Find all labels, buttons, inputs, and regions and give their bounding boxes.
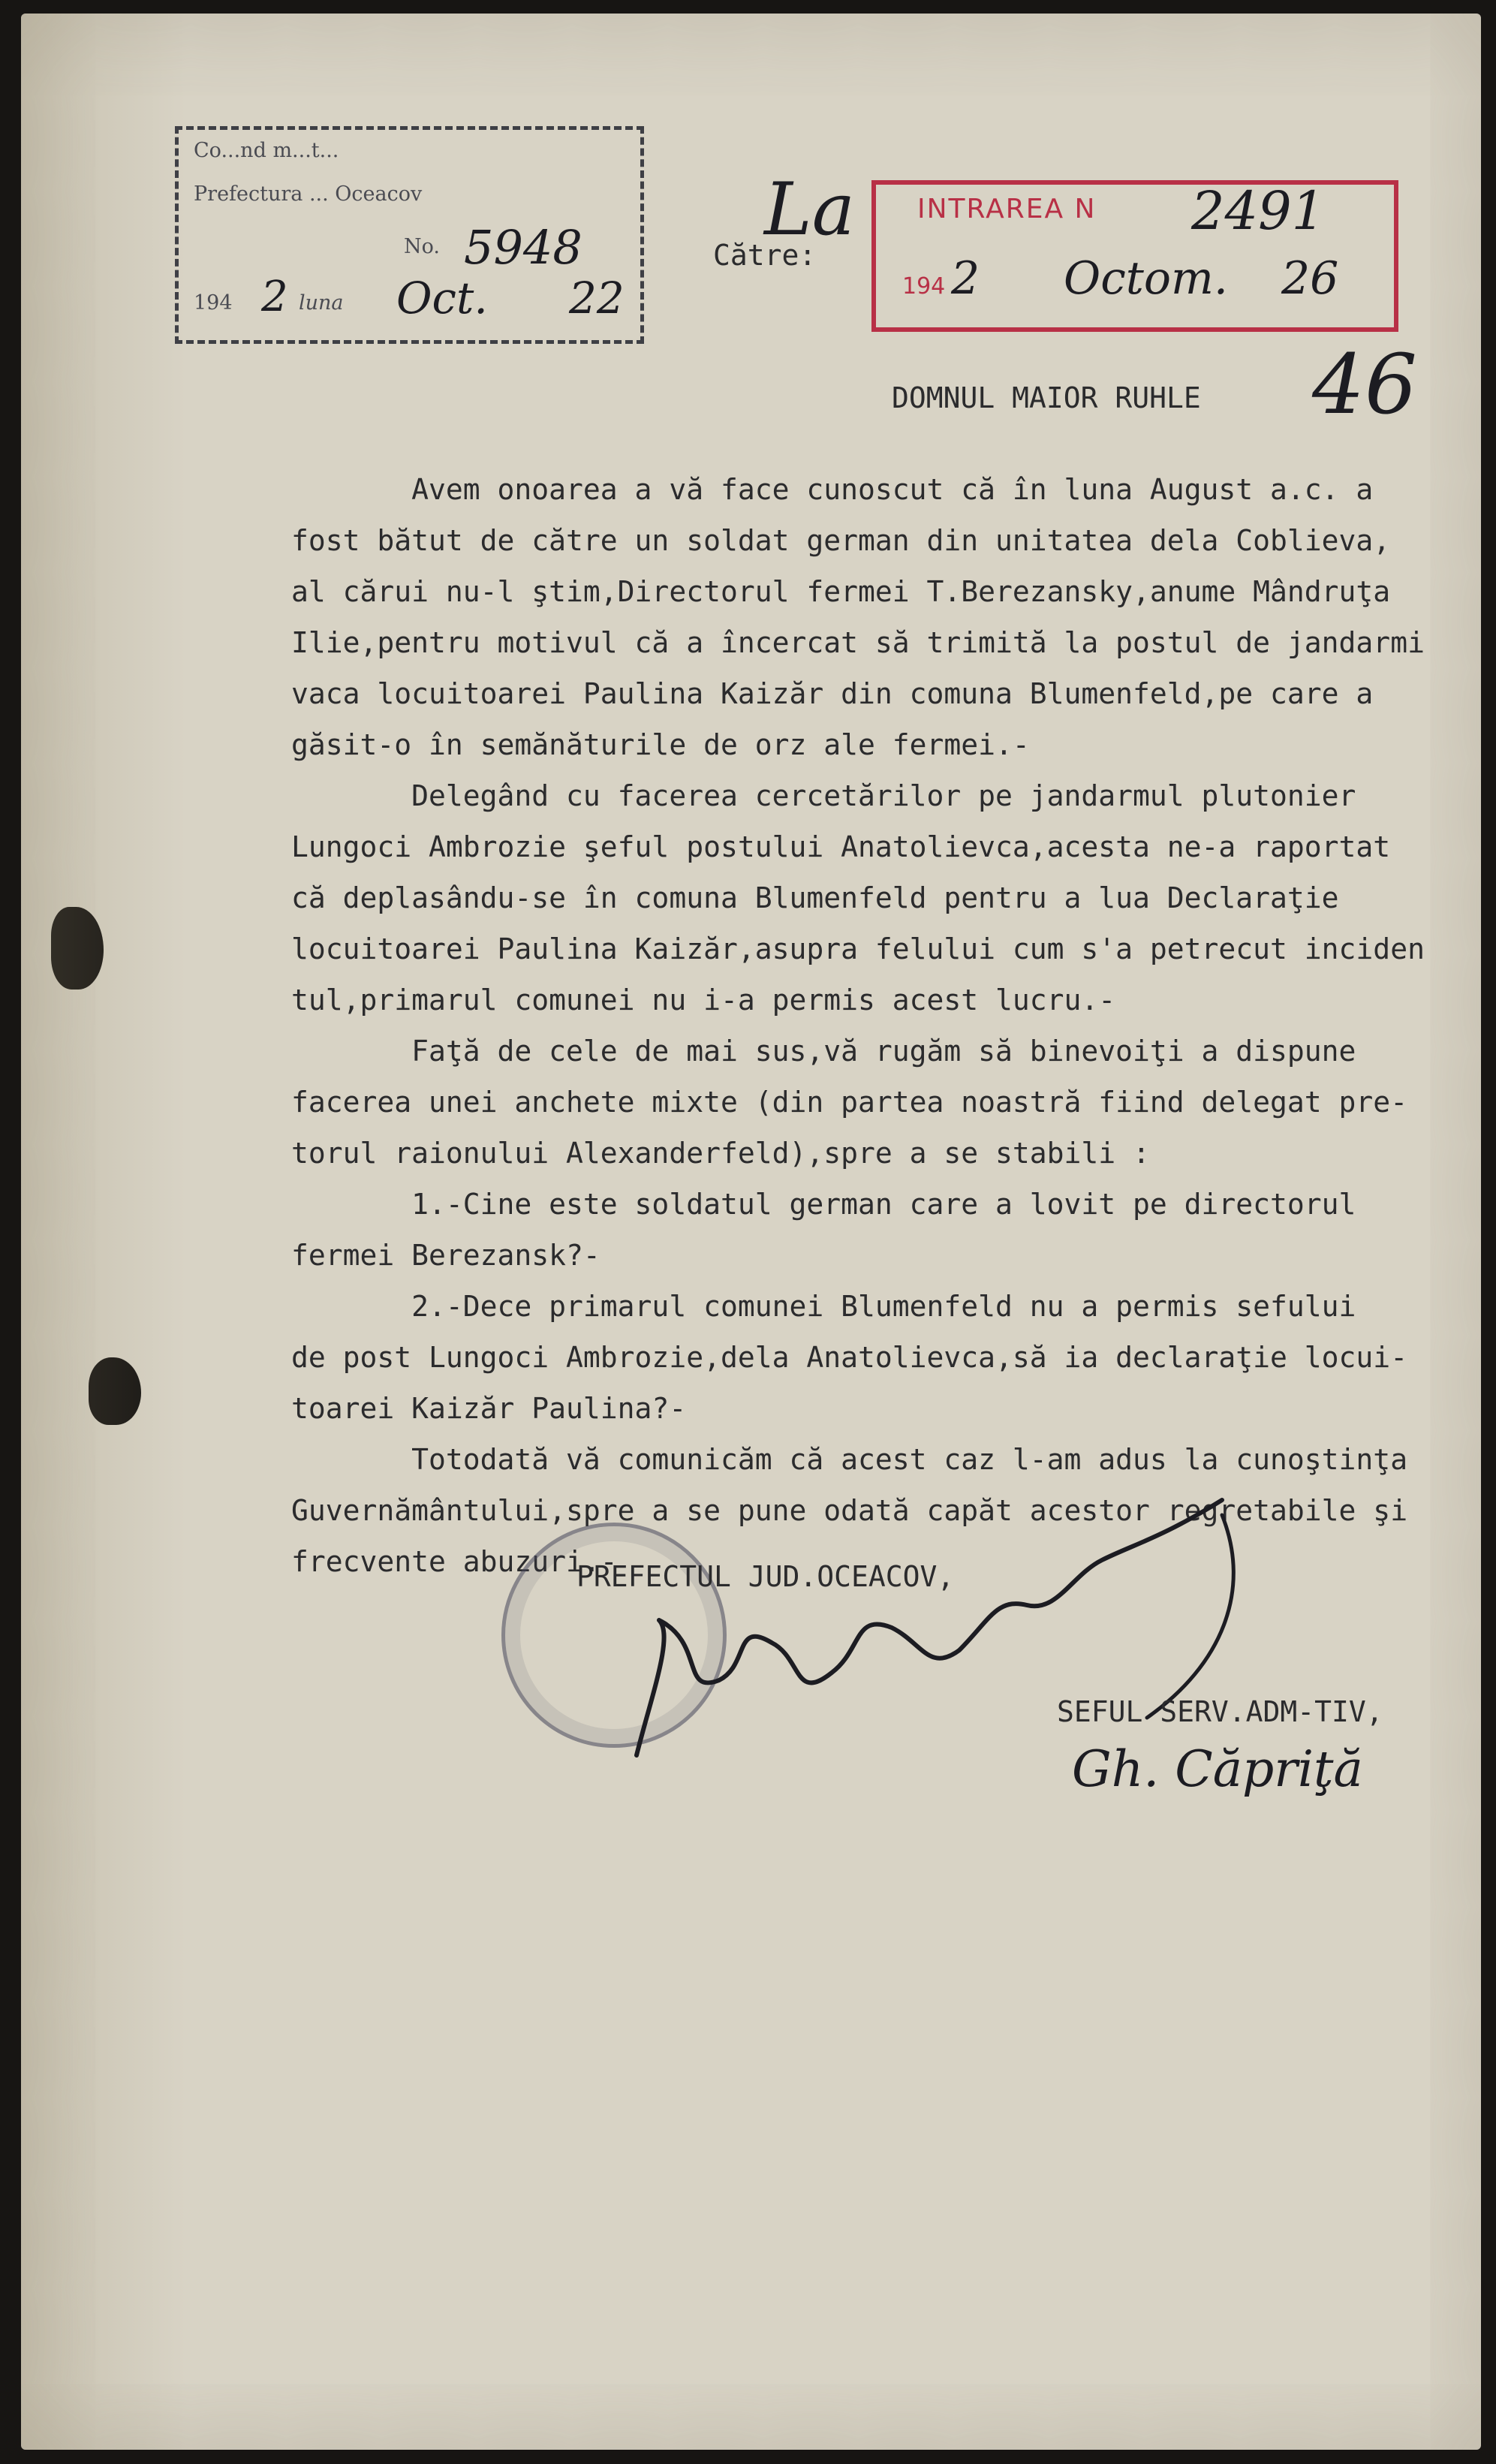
stamp-month: Oct. (396, 273, 488, 324)
document-page (21, 14, 1481, 2450)
prefect-title: PREFECTUL JUD.OCEACOV, (576, 1560, 955, 1593)
body-line: fost bătut de către un soldat german din unitatea dela Coblieva, (291, 524, 1391, 557)
incoming-year: 2 (951, 252, 980, 305)
stamp-line-3: No. (404, 235, 440, 258)
stamp-line-1: Co...nd m...t... (194, 139, 339, 162)
stamp-year: 2 (261, 273, 288, 321)
prefect-signature (607, 1470, 1282, 1785)
chief-signature: Gh. Căpriţă (1072, 1740, 1363, 1798)
incoming-year-prefix: 194 (902, 273, 946, 300)
body-line: Delegând cu facerea cercetărilor pe jandarmul plutonier (291, 779, 1356, 812)
body-line: 1.-Cine este soldatul german care a lovit pe directorul (291, 1188, 1356, 1221)
body-line: de post Lungoci Ambrozie,dela Anatolievca,să ia declaraţie locui- (291, 1341, 1408, 1374)
recipient-label: Către: (713, 239, 817, 272)
handwritten-la: La (764, 167, 855, 252)
body-line: vaca locuitoarei Paulina Kaizăr din comuna Blumenfeld,pe care a (291, 677, 1374, 710)
body-line: că deplasându-se în comuna Blumenfeld pentru a lua Declaraţie (291, 881, 1339, 914)
body-line: fermei Berezansk?- (291, 1239, 601, 1272)
body-line: 2.-Dece primarul comunei Blumenfeld nu a permis sefului (291, 1290, 1356, 1323)
page-mark: 46 (1312, 336, 1417, 432)
body-line: găsit-o în semănăturile de orz ale fermei.- (291, 728, 1030, 761)
stamp-year-prefix: 194 (194, 291, 233, 315)
body-line: al cărui nu-l ştim,Directorul fermei T.Berezansky,anume Mândruţa (291, 575, 1391, 608)
registration-stamp (175, 126, 644, 344)
body-line: Lungoci Ambrozie şeful postului Anatolievca,acesta ne-a raportat (291, 830, 1391, 863)
body-line: frecvente abuzuri.- (291, 1545, 618, 1578)
stamp-line-2: Prefectura ... Oceacov (194, 182, 423, 206)
incoming-number: 2491 (1191, 180, 1326, 242)
stamp-day: 22 (569, 273, 625, 324)
body-line: facerea unei anchete mixte (din partea noastră fiind delegat pre- (291, 1086, 1408, 1119)
incoming-stamp (871, 180, 1398, 332)
chief-title: SEFUL SERV.ADM-TIV, (1057, 1695, 1383, 1728)
addressee: DOMNUL MAIOR RUHLE (892, 381, 1201, 414)
stamp-month-label: luna (299, 291, 344, 315)
body-line: toarei Kaizăr Paulina?- (291, 1392, 687, 1425)
stamp-number: 5948 (464, 220, 582, 275)
incoming-stamp-title: INTRAREA N (917, 194, 1097, 224)
incoming-month: Octom. (1064, 252, 1228, 305)
body-line: Faţă de cele de mai sus,vă rugăm să binevoiţi a dispune (291, 1035, 1356, 1068)
incoming-day: 26 (1281, 252, 1339, 305)
body-line: torul raionului Alexanderfeld),spre a se stabili : (291, 1137, 1150, 1170)
body-line: Avem onoarea a vă face cunoscut că în luna August a.c. a (291, 473, 1374, 506)
edge-shadow (21, 14, 186, 2450)
body-line: Ilie,pentru motivul că a încercat să trimită la postul de jandarmi (291, 626, 1425, 659)
body-line: Totodată vă comunicăm că acest caz l-am adus la cunoştinţa (291, 1443, 1408, 1476)
body-line: Guvernământului,spre a se pune odată capăt acestor regretabile şi (291, 1494, 1408, 1527)
body-line: locuitoarei Paulina Kaizăr,asupra felului cum s'a petrecut inciden (291, 932, 1425, 965)
body-line: tul,primarul comunei nu i-a permis acest lucru.- (291, 983, 1116, 1017)
